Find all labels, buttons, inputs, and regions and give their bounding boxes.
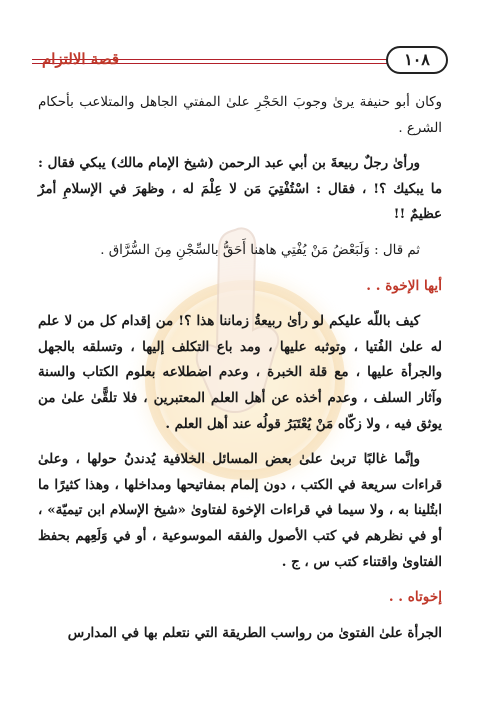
paragraph: كيف باللّه عليكم لو رأىٰ ربيعةُ زماننا هذا ؟! من إقدام كل من لا علم له علىٰ الفُتيا ، وتوثبه عليها ، ومد باع التكلف إليها ، وتسلقه بالجهل والجرأة عليها ، مع قلة الخبرة ، وعدم اضطلاعه بعلوم الكتاب والسنة وآثار السلف ، وعدم أخذه عن أهل العلم المعتبرين ، فلا تلقًّىٰ علىٰ من يوثق فيه ، ولا زكّاه مَنْ يُعْتَبَرُ قولُه عند أهل العلم . (38, 313, 442, 432)
paragraph: وإنَّما غالبًا تربىٰ علىٰ بعض المسائل الخلافية يُدندنُ حولها ، وعلىٰ قراءات سريعة في الكتب ، دون إلمام بمفاتيحها ومداخلها ، وهذا كثيرًا ما ابتُلينا به ، ولا سيما في قراءات الإخوة لفتاوىٰ «شيخ الإسلام ابن تيميّة» ، أو في نظرهم في كتب الأصول والفقه الموسوعية ، أو في وَلَعِهم بحفظ الفتاوىٰ واقتناء كتب س ، ج . (38, 451, 442, 570)
section-heading: إخوتاه . . (388, 589, 442, 606)
running-title: قصة الالتزام (42, 50, 119, 68)
paragraph: ثم قال : وَلَبَعْضُ مَنْ يُفْتِي هاهنا أَحَقُّ بالسِّجْنِ مِنَ السُّرَّاق . (100, 242, 420, 258)
page-number: ١٠٨ (386, 46, 448, 74)
page-body (38, 90, 442, 656)
paragraph: وكان أبو حنيفة يرىٰ وجوبَ الحَجْرِ علىٰ المفتي الجاهل والمتلاعب بأحكام الشرع . (38, 95, 442, 136)
section-heading: أيها الإخوة . . (366, 277, 442, 294)
paragraph: ورأىٰ رجلٌ ربيعةَ بن أبي عبد الرحمن (شيخ الإمام مالك) يبكي فقال : ما يبكيك ؟! ، فقال : اسْتُفْتِيَ مَن لا عِلْمَ له ، وظهرَ في الإسلامِ أمرٌ عظيمٌ !! (38, 155, 442, 223)
page-header (32, 46, 448, 80)
paragraph: الجرأة علىٰ الفتوىٰ من رواسب الطريقة التي نتعلم بها في المدارس (67, 624, 442, 641)
